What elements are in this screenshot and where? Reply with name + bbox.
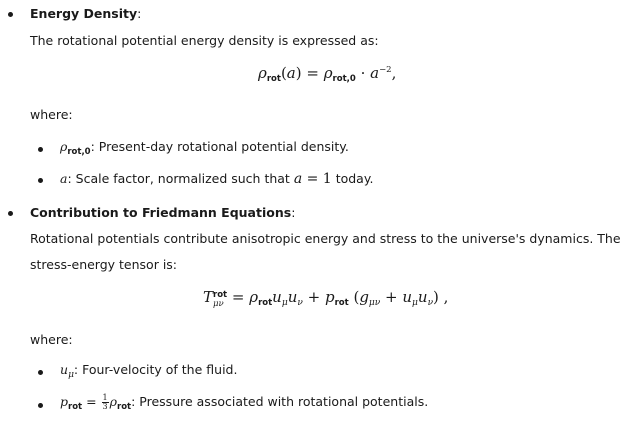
section-intro: The rotational potential energy density is expressed as: <box>30 33 379 48</box>
list-item: $\rho_{rot,0}$: Present-day rotational potential density. <box>60 139 349 157</box>
list-item: a: Scale factor, normalized such that a = 1 today. <box>60 171 374 187</box>
where-label: where: <box>30 332 73 347</box>
list-item: $u_\mu$: Four-velocity of the fluid. <box>60 362 238 380</box>
bullet <box>8 12 13 17</box>
where-label: where: <box>30 107 73 122</box>
bullet <box>38 147 43 152</box>
paragraph-line: Rotational potentials contribute anisotropic energy and stress to the universe's dynamics. The <box>30 231 621 246</box>
bullet <box>38 403 43 408</box>
energy-density-equation: $\rho_{rot}(a) = \rho_{rot,0} \cdot a^{-2}$, <box>258 64 397 84</box>
bullet <box>8 211 13 216</box>
section-title-friedmann: Contribution to Friedmann Equations: <box>30 205 296 220</box>
bullet <box>38 178 43 183</box>
bullet <box>38 370 43 375</box>
section-title-energy-density: Energy Density: <box>30 6 142 21</box>
list-item: $p_{rot}$ = $\frac{1}{3}$ $\rho_{rot}$: Pressure associated with rotational potentials. <box>60 393 429 412</box>
stress-energy-equation: T rot μν = $\rho_{rot}u_\mu u_\nu + p_{rot}$ $(g_{\mu\nu} + u_\mu u_\nu)$ , <box>203 288 449 309</box>
paragraph-line: stress-energy tensor is: <box>30 257 178 272</box>
